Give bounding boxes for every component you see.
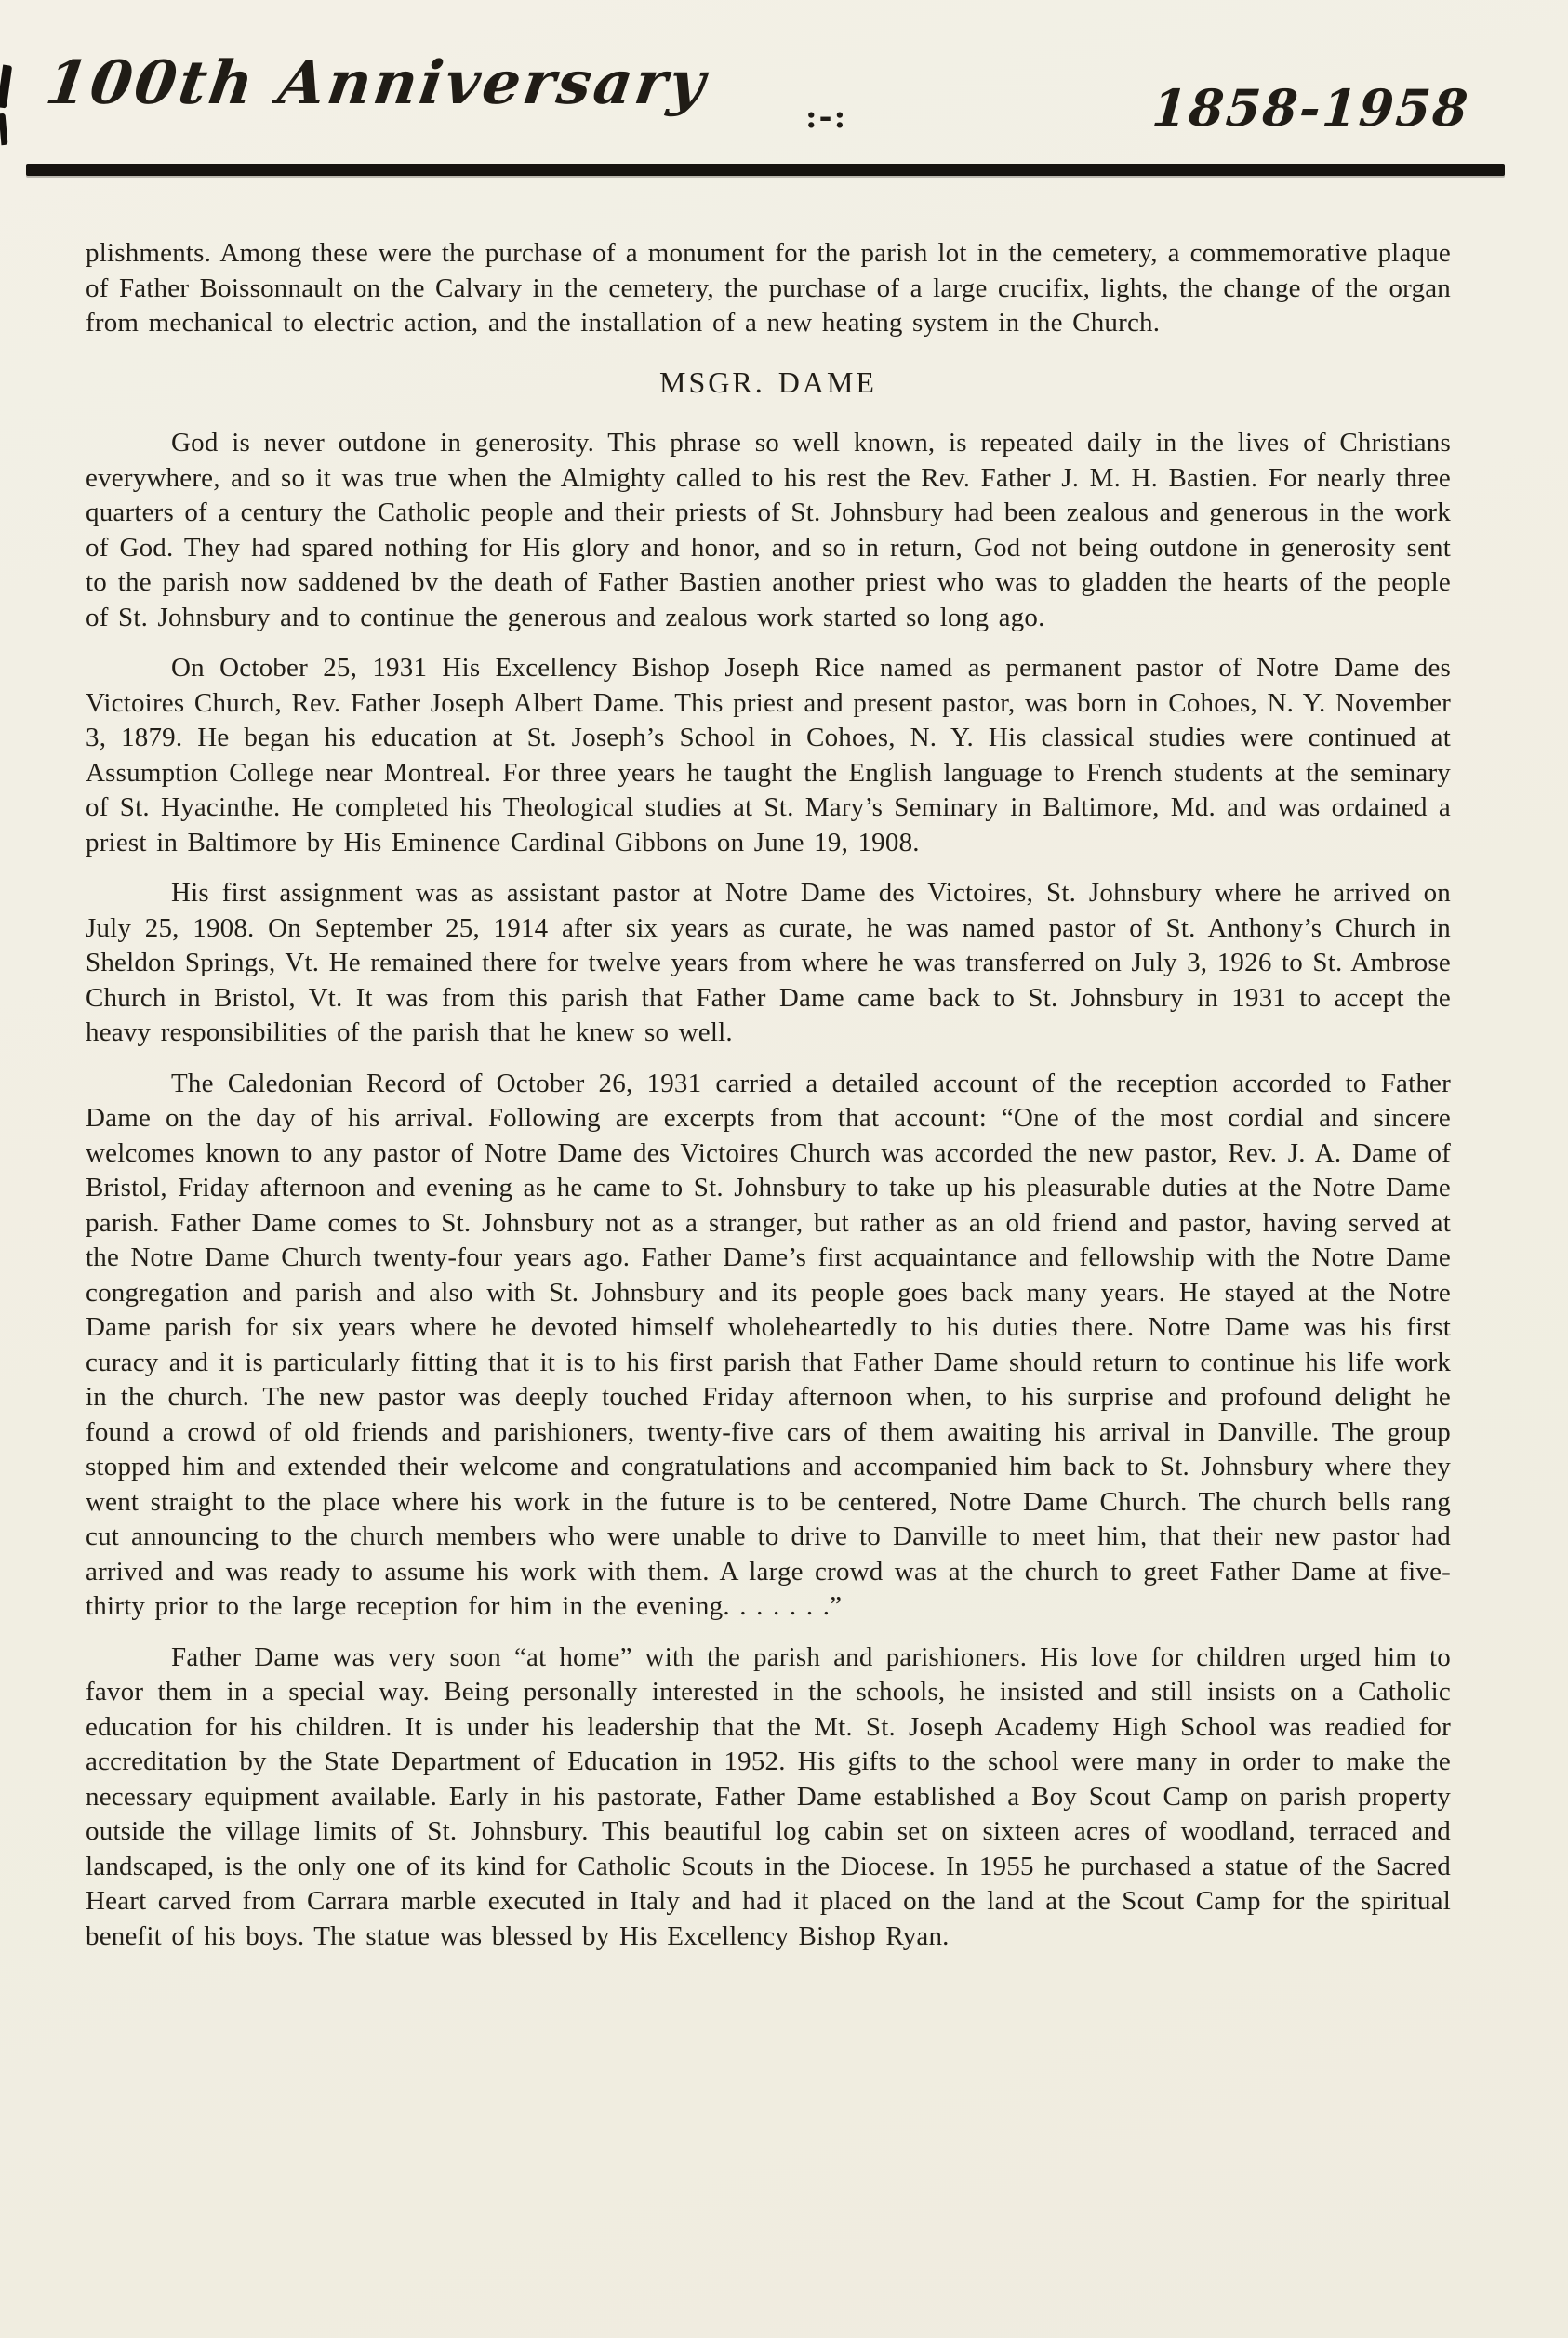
anniversary-years: 1858-1958	[1149, 78, 1472, 138]
header-rule	[26, 164, 1505, 176]
paragraph-continuation: plishments. Among these were the purchase of a monument for the parish lot in the cemetery, a commemorative plaque of Father Boissonnault on the Calvary in the cemetery, the purchase of a large crucifix, lights, the change of the organ from mechanical to electric action, and the installation of a new heating system in the Church.	[86, 238, 1451, 338]
paragraph: The Caledonian Record of October 26, 1931 carried a detailed account of the reception accorded to Father Dame on the day of his arrival. Following are excerpts from that account: “One of the most cordial and sincere welcomes known to any pastor of Notre Dame des Victoires Church was accorded the new pastor, Rev. J. A. Dame of Bristol, Friday afternoon and evening as he came to St. Johnsbury to take up his pleasurable duties at the Notre Dame parish. Father Dame comes to St. Johnsbury not as a stranger, but rather as an old friend and pastor, having served at the Notre Dame Church twenty-four years ago. Father Dame’s first acquaintance and fellowship with the Notre Dame congregation and parish and also with St. Johnsbury and its people goes back many years. He stayed at the Notre Dame parish for six years where he devoted himself wholeheartedly to his duties there. Notre Dame was his first curacy and it is particularly fitting that it is to his first parish that Father Dame should return to continue his life work in the church. The new pastor was deeply touched Friday afternoon when, to his surprise and profound delight he found a crowd of old friends and parishioners, twenty-five cars of them awaiting his arrival in Danville. The group stopped him and extended their welcome and congratulations and accompanied him back to St. Johnsbury where they went straight to the place where his work in the future is to be centered, Notre Dame Church. The church bells rang cut announcing to the church members who were unable to drive to Danville to meet him, that their new pastor had arrived and was ready to assume his work with them. A large crowd was at the church to greet Father Dame at five-thirty prior to the large reception for him in the evening. . . . . . .”	[86, 1068, 1451, 1621]
header-separator: :-:	[805, 99, 848, 136]
paragraph: Father Dame was very soon “at home” with the parish and parishioners. His love for children urged him to favor them in a special way. Being personally interested in the schools, he insisted and still insists on a Catholic education for his children. It is under his leadership that the Mt. St. Joseph Academy High School was readied for accreditation by the State Department of Education in 1952. His gifts to the school were many in order to make the necessary equipment available. Early in his pastorate, Father Dame established a Boy Scout Camp on parish property outside the village limits of St. Johnsbury. This beautiful log cabin set on sixteen acres of woodland, terraced and landscaped, is the only one of its kind for Catholic Scouts in the Diocese. In 1955 he purchased a statue of the Sacred Heart carved from Carrara marble executed in Italy and had it placed on the land at the Scout Camp for the spiritual benefit of his boys. The statue was blessed by His Excellency Bishop Ryan.	[86, 1641, 1451, 1951]
paragraph: His first assignment was as assistant pastor at Notre Dame des Victoires, St. Johnsbury where he arrived on July 25, 1908. On September 25, 1914 after six years as curate, he was named pastor of St. Anthony’s Church in Sheldon Springs, Vt. He remained there for twelve years from where he was transferred on July 3, 1926 to St. Ambrose Church in Bristol, Vt. It was from this parish that Father Dame came back to St. Johnsbury in 1931 to accept the heavy responsibilities of the parish that he knew so well.	[86, 878, 1451, 1047]
scan-edge-artifact	[0, 65, 12, 109]
paragraph: God is never outdone in generosity. This phrase so well known, is repeated daily in the lives of Christians everywhere, and so it was true when the Almighty called to his rest the Rev. Father J. M. H. Bastien. For nearly three quarters of a century the Catholic people and their priests of St. Johnsbury had been zealous and generous in the work of God. They had spared nothing for His glory and honor, and so in return, God not being outdone in generosity sent to the parish now saddened bv the death of Father Bastien another priest who was to gladden the hearts of the people of St. Johnsbury and to continue the generous and zealous work started so long ago.	[86, 428, 1451, 632]
article-body	[86, 236, 1451, 1970]
scan-edge-artifact	[0, 113, 7, 145]
page-title: 100th Anniversary	[41, 48, 712, 118]
section-heading: MSGR. DAME	[659, 365, 877, 399]
paragraph: On October 25, 1931 His Excellency Bishop Joseph Rice named as permanent pastor of Notre Dame des Victoires Church, Rev. Father Joseph Albert Dame. This priest and present pastor, was born in Cohoes, N. Y. November 3, 1879. He began his education at St. Joseph’s School in Cohoes, N. Y. His classical studies were continued at Assumption College near Montreal. For three years he taught the English language to French students at the seminary of St. Hyacinthe. He completed his Theological studies at St. Mary’s Seminary in Baltimore, Md. and was ordained a priest in Baltimore by His Eminence Cardinal Gibbons on June 19, 1908.	[86, 653, 1451, 857]
